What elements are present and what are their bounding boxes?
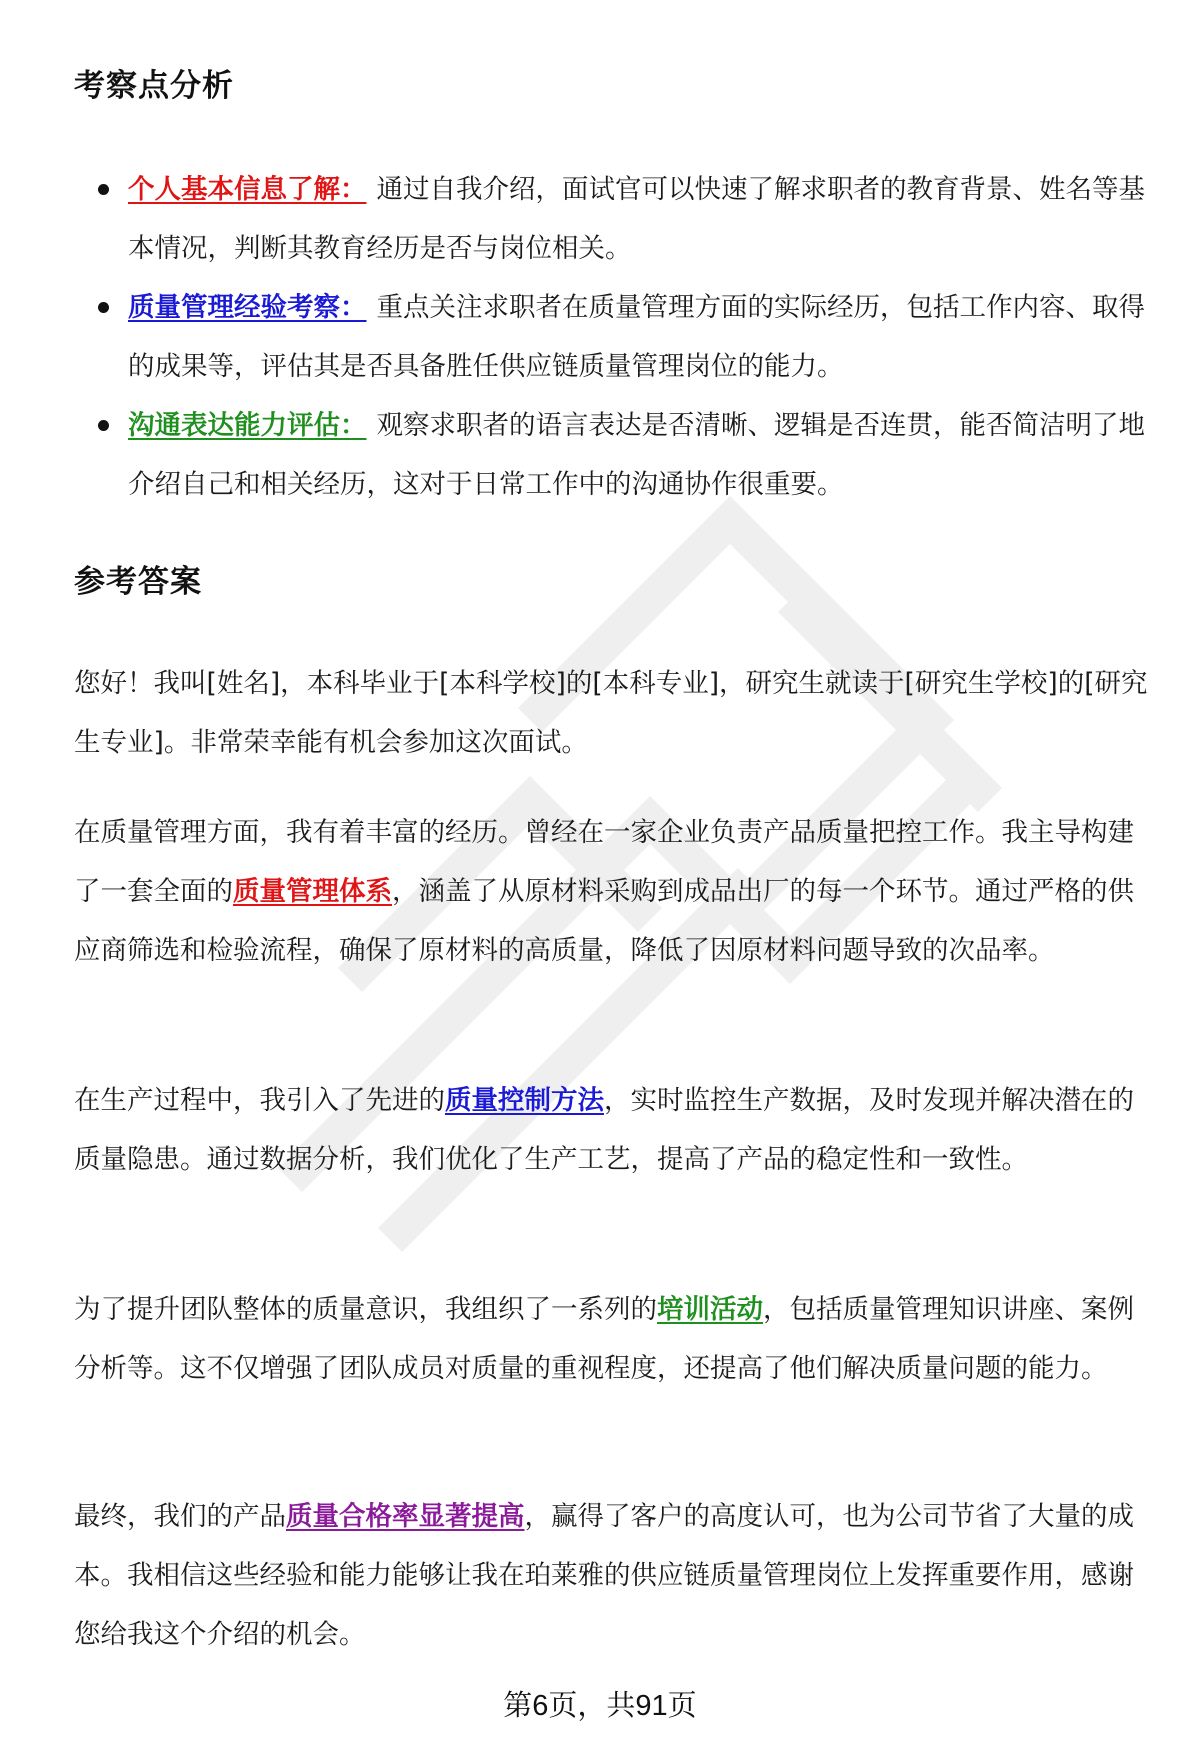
paragraph-text: ，包括质量管理知识讲座、案例分析等。这不仅增强了团队成员对质量的重视程度，还提高了他们解决质量问题的能力。 bbox=[74, 1294, 1134, 1384]
highlight-keyword: 培训活动 bbox=[657, 1294, 763, 1325]
answer-paragraph bbox=[74, 1280, 1154, 1398]
answer-paragraph bbox=[74, 803, 1154, 980]
paragraph-text: ，实时监控生产数据，及时发现并解决潜在的质量隐患。通过数据分析，我们优化了生产工艺，提高了产品的稳定性和一致性。 bbox=[74, 1085, 1134, 1175]
bullet-icon bbox=[98, 420, 109, 431]
answer-paragraph bbox=[74, 1487, 1154, 1664]
section-title-answer: 参考答案 bbox=[74, 564, 202, 600]
bullet-icon bbox=[98, 184, 109, 195]
analysis-point bbox=[74, 160, 1154, 278]
analysis-point bbox=[74, 278, 1154, 396]
paragraph-text: 最终，我们的产品 bbox=[74, 1501, 286, 1532]
paragraph-text: ，涵盖了从原材料采购到成品出厂的每一个环节。通过严格的供应商筛选和检验流程，确保了原材料的高质量，降低了因原材料问题导致的次品率。 bbox=[74, 876, 1134, 966]
paragraph-text: 在生产过程中，我引入了先进的 bbox=[74, 1085, 445, 1116]
analysis-points-list bbox=[74, 160, 1154, 514]
point-text: 观察求职者的语言表达是否清晰、逻辑是否连贯，能否简洁明了地介绍自己和相关经历，这对于日常工作中的沟通协作很重要。 bbox=[128, 410, 1145, 500]
paragraph-text: 您好！我叫[姓名]，本科毕业于[本科学校]的[本科专业]，研究生就读于[研究生学校]的[研究生专业]。非常荣幸能有机会参加这次面试。 bbox=[74, 668, 1148, 758]
paragraph-text: ，赢得了客户的高度认可，也为公司节省了大量的成本。我相信这些经验和能力能够让我在珀莱雅的供应链质量管理岗位上发挥重要作用，感谢您给我这个介绍的机会。 bbox=[74, 1501, 1134, 1650]
point-keyword: 个人基本信息了解： bbox=[128, 174, 367, 205]
answer-paragraph bbox=[74, 654, 1154, 772]
section-title-analysis: 考察点分析 bbox=[74, 68, 234, 104]
page-number-footer: 第6页，共91页 bbox=[503, 1690, 697, 1722]
paragraph-text: 为了提升团队整体的质量意识，我组织了一系列的 bbox=[74, 1294, 657, 1325]
point-text: 重点关注求职者在质量管理方面的实际经历，包括工作内容、取得的成果等，评估其是否具备胜任供应链质量管理岗位的能力。 bbox=[128, 292, 1145, 382]
highlight-keyword: 质量管理体系 bbox=[233, 876, 392, 907]
point-keyword: 质量管理经验考察： bbox=[128, 292, 367, 323]
point-keyword: 沟通表达能力评估： bbox=[128, 410, 367, 441]
bullet-icon bbox=[98, 302, 109, 313]
answer-paragraph bbox=[74, 1071, 1154, 1189]
highlight-keyword: 质量合格率显著提高 bbox=[286, 1501, 525, 1532]
highlight-keyword: 质量控制方法 bbox=[445, 1085, 604, 1116]
paragraph-text: 在质量管理方面，我有着丰富的经历。曾经在一家企业负责产品质量把控工作。我主导构建了一套全面的 bbox=[74, 817, 1134, 907]
point-text: 通过自我介绍，面试官可以快速了解求职者的教育背景、姓名等基本情况，判断其教育经历是否与岗位相关。 bbox=[128, 174, 1145, 264]
analysis-point bbox=[74, 396, 1154, 514]
